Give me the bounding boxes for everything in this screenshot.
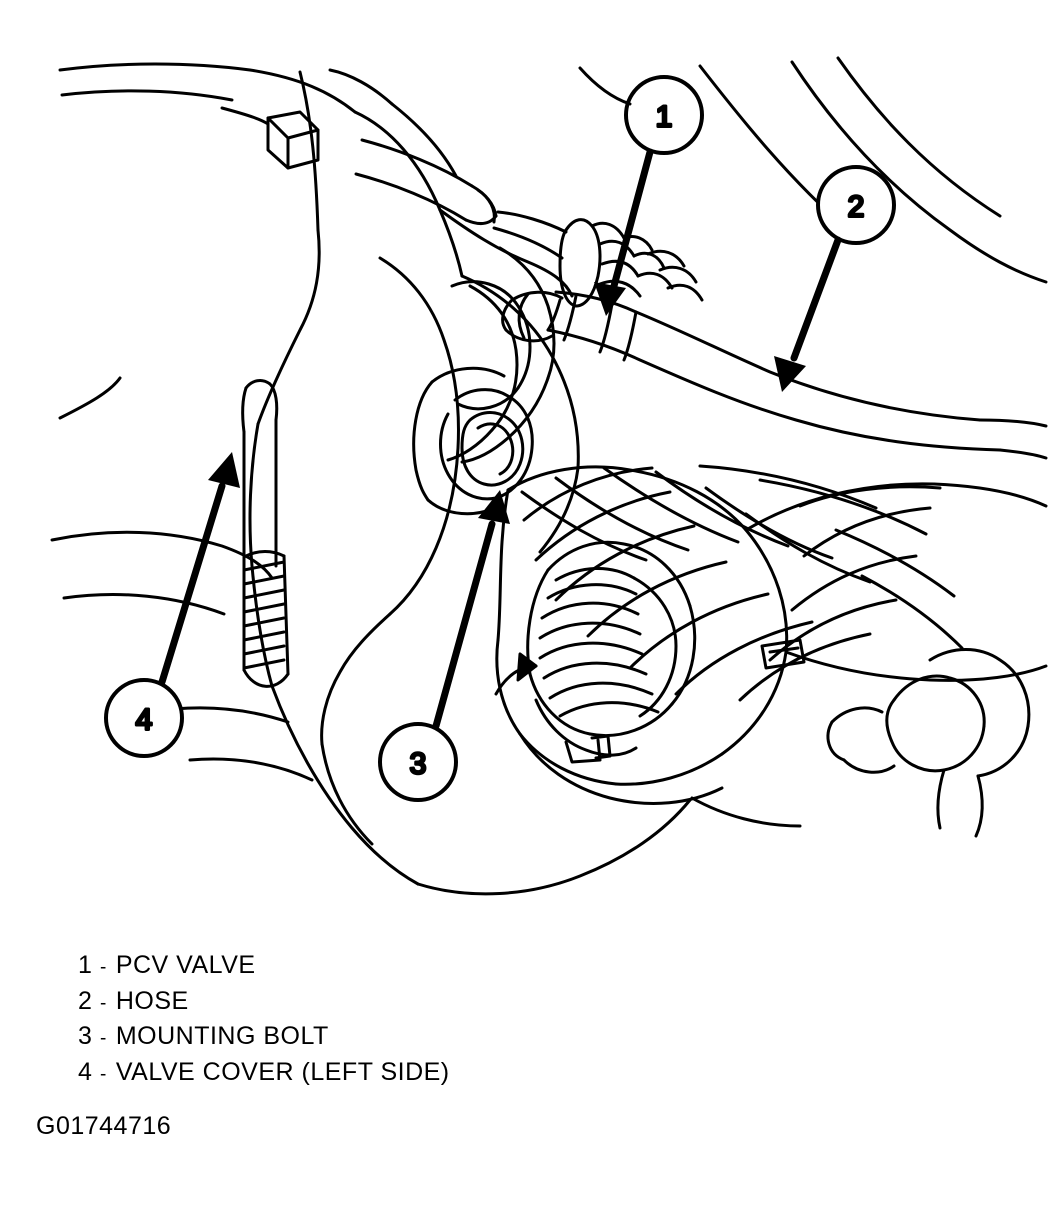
thread-2 xyxy=(244,576,284,584)
figure-code: G01744716 xyxy=(36,1112,172,1140)
right-part-bottom xyxy=(887,700,944,771)
valve-cover-top-edge xyxy=(355,112,462,276)
mesh-line-13 xyxy=(740,634,870,700)
right-part-small-2 xyxy=(844,760,894,772)
thread-bottom-cap xyxy=(244,670,288,686)
bg-line-right-1 xyxy=(792,62,1046,282)
lower-left-contour-4 xyxy=(190,759,312,780)
mesh-line-20 xyxy=(836,530,954,596)
thread-6 xyxy=(244,632,284,640)
valve-cover-bottom xyxy=(418,800,690,894)
boot-rib-1 xyxy=(556,568,634,580)
hose-cuff-top xyxy=(512,292,562,300)
callout-2-arrowhead xyxy=(774,356,806,392)
hose-main-top xyxy=(556,292,980,420)
legend-separator-1: - xyxy=(100,957,107,978)
mesh-line-8 xyxy=(536,492,670,560)
hose-upper-to-valve-2 xyxy=(494,228,562,258)
right-part-outer-2 xyxy=(978,726,1028,776)
valve-cover-inner-edge-2 xyxy=(322,614,390,744)
wire-left xyxy=(222,108,268,124)
manifold-tab-line xyxy=(770,648,798,652)
legend-item-1 xyxy=(78,948,778,984)
thread-3 xyxy=(244,590,284,598)
thread-5 xyxy=(244,618,284,626)
manifold-bottom-edge xyxy=(616,754,722,784)
callout-3-number: 3 xyxy=(409,747,427,781)
mesh-line-15 xyxy=(792,556,916,610)
legend-number-1: 1 xyxy=(78,951,93,979)
legend xyxy=(78,948,778,1090)
callout-3-leader xyxy=(436,524,492,726)
legend-number-2: 2 xyxy=(78,986,93,1015)
right-part-small xyxy=(832,708,882,722)
valve-cover-left-edge xyxy=(258,230,319,424)
callout-4-leader xyxy=(162,486,222,682)
legend-label-1: PCV VALVE xyxy=(115,951,256,979)
legend-label-3: MOUNTING BOLT xyxy=(115,1022,329,1050)
bolt-boss-flange-left xyxy=(414,382,432,500)
stud-left-edge xyxy=(243,388,246,432)
right-part-tail-2 xyxy=(976,776,982,836)
hose-main-ring-3 xyxy=(624,312,636,360)
mesh-line-14 xyxy=(770,600,896,660)
hose-main-bottom xyxy=(548,330,1000,450)
callout-2-leader xyxy=(794,240,838,358)
thread-4 xyxy=(244,604,284,612)
callout-2-number: 2 xyxy=(847,190,865,224)
boot-outer-left-2 xyxy=(528,570,548,674)
hose-upper-cap-right-2 xyxy=(466,216,496,223)
boot-rib-7 xyxy=(550,683,652,698)
mesh-line-16 xyxy=(804,508,930,556)
body-line-upper-left xyxy=(60,64,355,112)
lower-left-contour-1 xyxy=(52,532,272,578)
hose-main-top-end xyxy=(980,420,1046,426)
legend-item-4 xyxy=(78,1055,778,1091)
mesh-line-11 xyxy=(630,594,768,668)
cover-dome-right xyxy=(500,248,554,378)
lower-left-contour-5 xyxy=(60,378,120,418)
boot-outer-bottom xyxy=(590,704,672,736)
legend-number-4: 4 xyxy=(78,1057,93,1086)
right-part-outer xyxy=(930,650,1029,727)
legend-separator-4: - xyxy=(100,1063,107,1085)
legend-separator-3: - xyxy=(100,1028,107,1049)
thread-8 xyxy=(244,660,284,668)
legend-number-3: 3 xyxy=(78,1022,93,1050)
right-part-top xyxy=(894,676,984,726)
legend-label-4: VALVE COVER (LEFT SIDE) xyxy=(115,1057,450,1086)
callout-4-number: 4 xyxy=(135,703,153,737)
body-line-top-mid xyxy=(330,70,392,104)
legend-separator-2: - xyxy=(100,992,107,1014)
legend-item-3 xyxy=(78,1019,778,1055)
right-part-small-3 xyxy=(828,722,844,760)
bottom-right-contour xyxy=(692,798,800,826)
curve-arrow-head xyxy=(518,654,536,680)
right-part-right xyxy=(944,726,984,770)
valve-cover-inner-edge xyxy=(380,258,458,614)
thread-right-edge xyxy=(284,556,288,674)
manifold-bottom-outer xyxy=(520,734,722,803)
hose-main-bottom-end xyxy=(1000,450,1046,458)
body-line-vertical-left xyxy=(300,72,318,230)
manifold-top-edge xyxy=(508,467,746,530)
valve-cover-left-lower xyxy=(250,424,272,686)
callout-1-number: 1 xyxy=(655,100,673,134)
bolt-boss-flange-top xyxy=(432,368,504,382)
callout-4-arrowhead xyxy=(208,452,240,488)
mesh-line-21 xyxy=(862,576,962,648)
hose-upper-to-valve xyxy=(498,212,566,232)
legend-label-2: HOSE xyxy=(115,986,189,1015)
right-part-tail xyxy=(938,770,944,828)
connector-block xyxy=(268,112,318,168)
manifold-right-edge xyxy=(746,530,787,652)
pcv-rib-10 xyxy=(668,285,702,300)
boot-rib-5 xyxy=(540,643,642,658)
boot-bracket xyxy=(536,700,636,755)
callout-1-leader xyxy=(614,152,650,286)
legend-item-2 xyxy=(78,984,778,1020)
pcv-rib-7 xyxy=(638,273,672,288)
body-line-upper-left-2 xyxy=(62,91,232,100)
pcv-rib-6 xyxy=(634,253,664,268)
manifold-tab xyxy=(762,640,804,668)
mesh-line-12 xyxy=(676,622,812,694)
valve-cover-top-edge-2 xyxy=(392,104,456,176)
valve-cover-inner-edge-3 xyxy=(322,744,372,844)
pcv-rib-8 xyxy=(648,251,684,266)
hose-upper-bottom xyxy=(356,174,466,220)
lower-left-contour-2 xyxy=(64,595,224,614)
manifold-upper-right-edge xyxy=(746,484,1046,530)
callout-1-bg-line xyxy=(580,68,630,104)
